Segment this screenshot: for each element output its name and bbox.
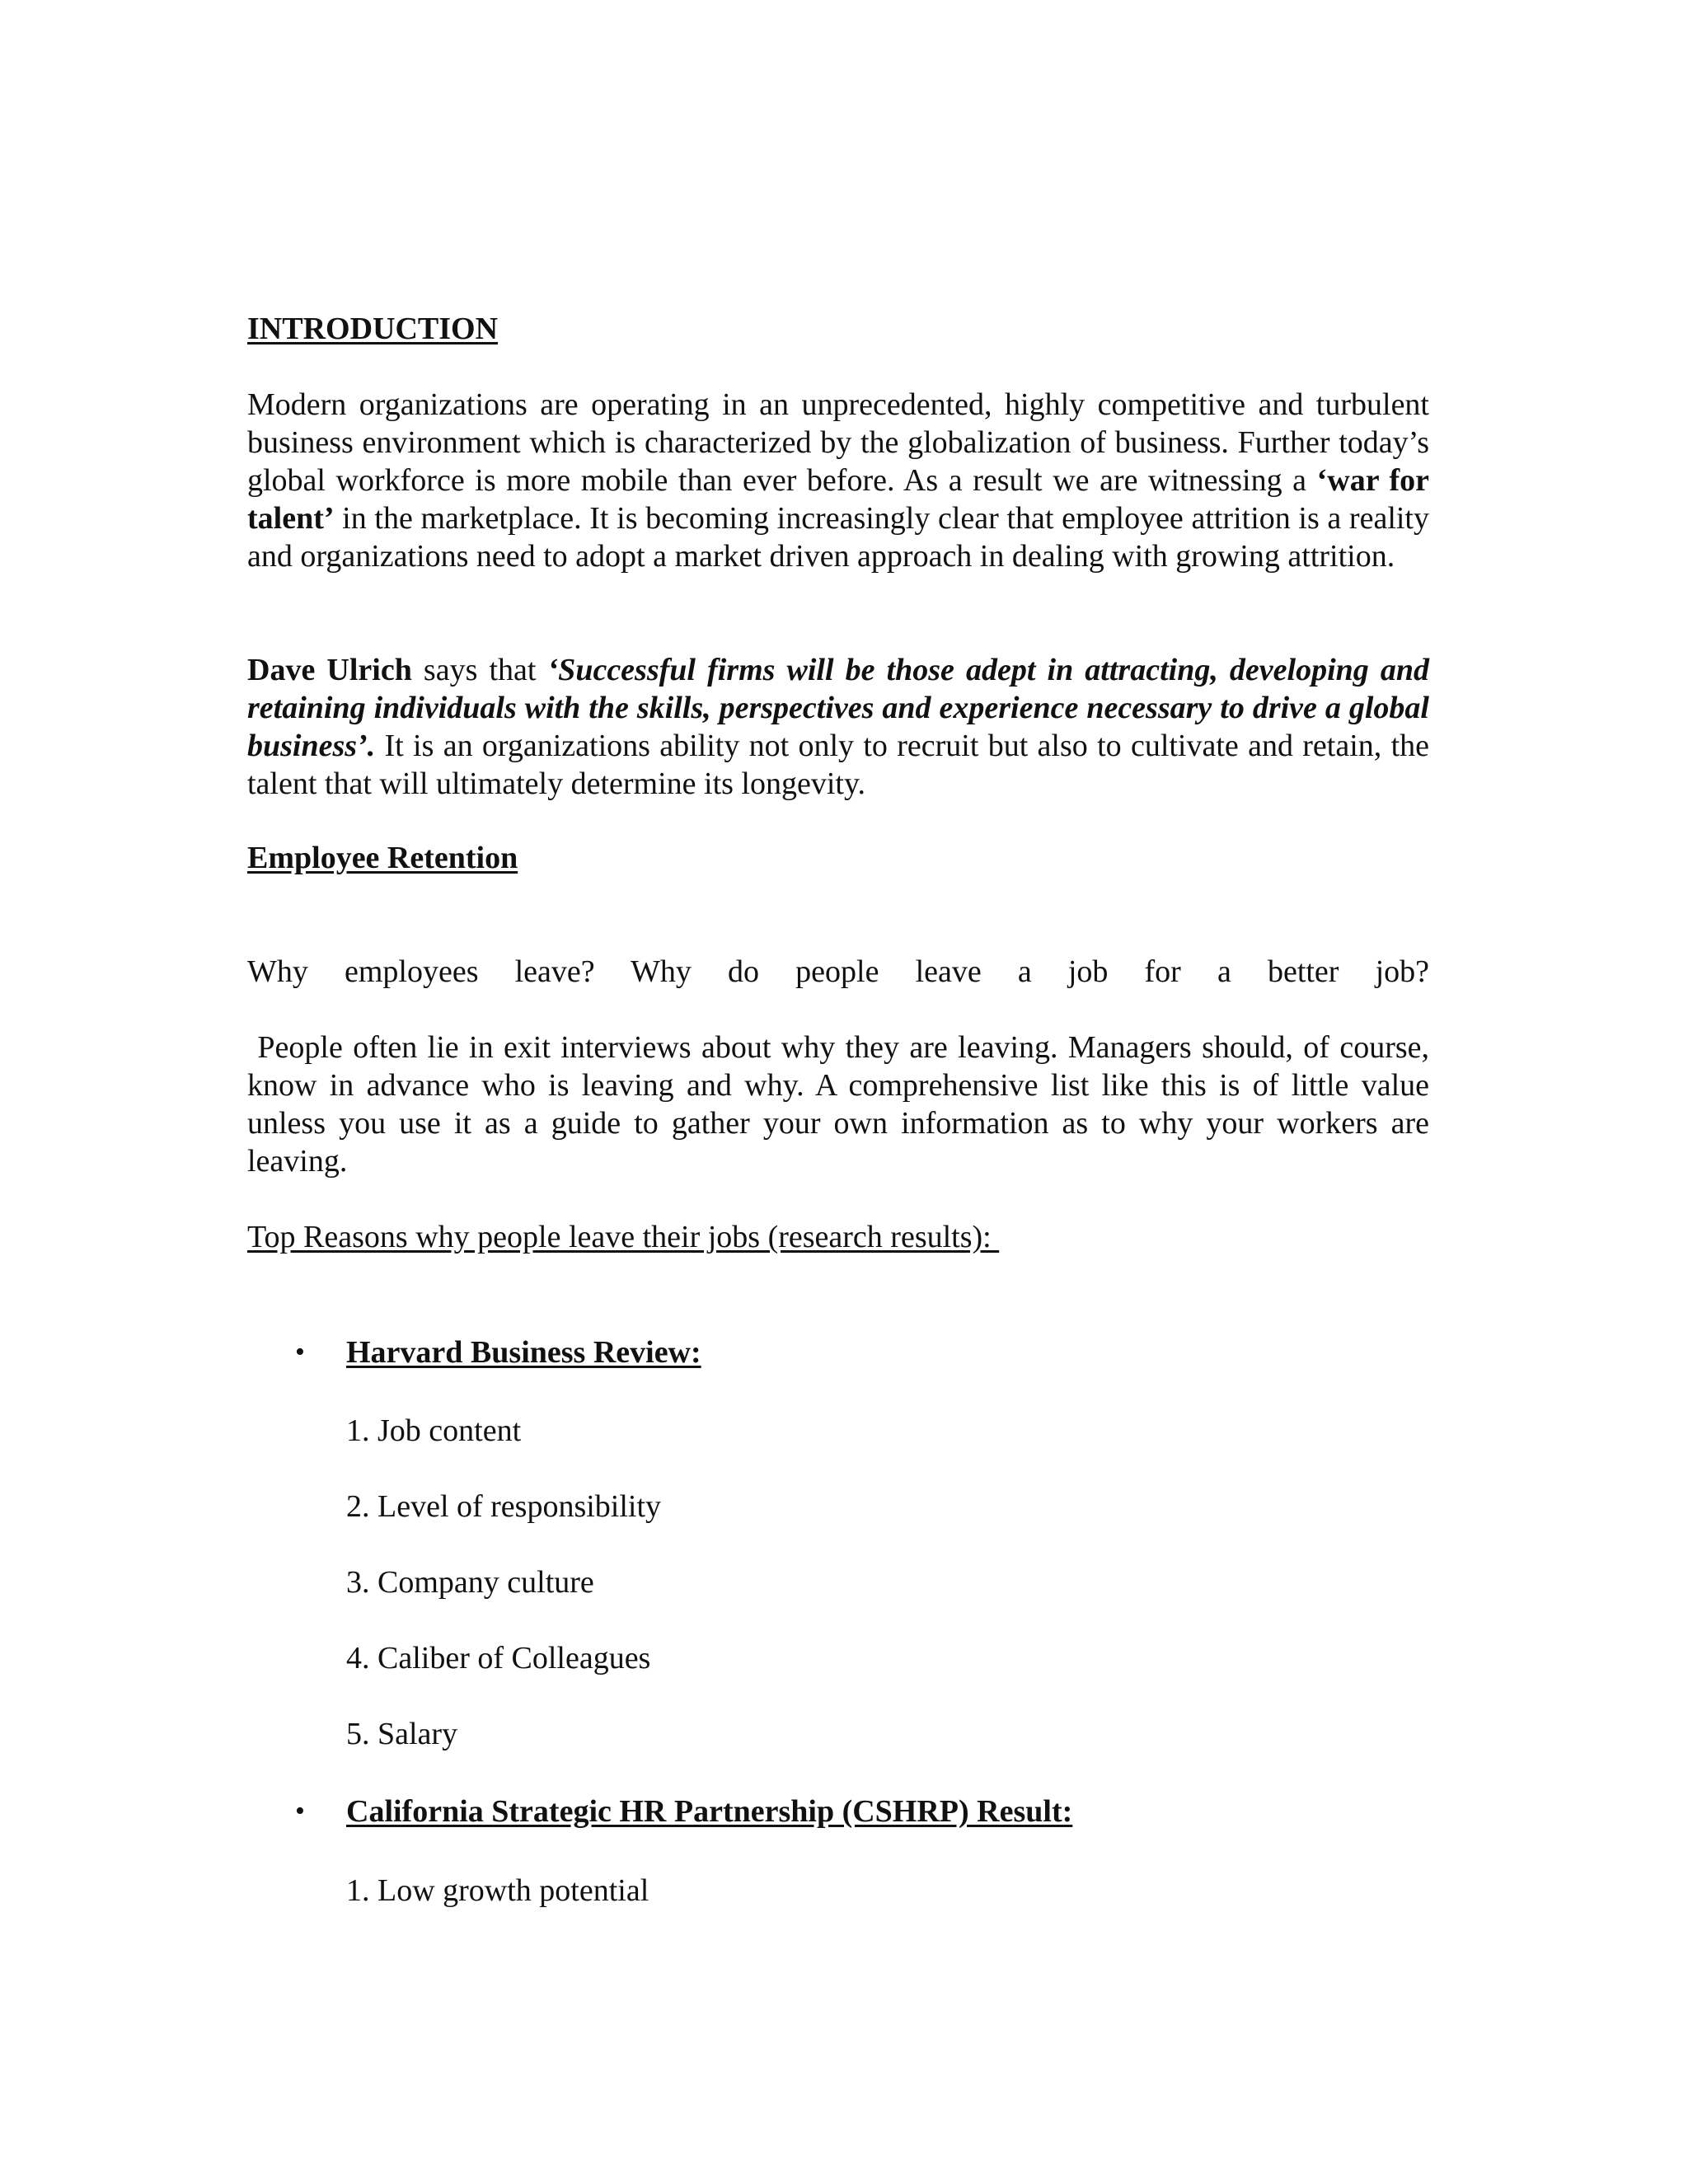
intro-heading: INTRODUCTION [247,312,499,346]
war-for-talent-phrase: ‘war for talent’ [247,463,1429,536]
intro-paragraph-1-end: in the marketplace. It is becoming increasingly clear that employee attrition is a reality and organizations need to adopt a market driven approach in dealing with growing attrition. [247,501,1429,574]
bullet-icon: • [295,1796,305,1826]
intro-paragraph-2-end: It is an organizations ability not only to recruit but also to cultivate and retain, the talent that will ultimately determine its longevity. [247,729,1429,801]
ulrich-quote: ‘Successful firms will be those adept in attracting, developing and retaining individuals with the skills, perspectives and experience necessary to drive a global business’. [247,653,1429,763]
retention-question: Why employees leave? Why do people leave a job for a better job? [247,954,1429,989]
top-reasons-heading: Top Reasons why people leave their jobs (research results): [247,1220,1000,1254]
list-item: 1. Low growth potential [346,1873,649,1908]
list-item: 2. Level of responsibility [346,1489,662,1524]
source-title: California Strategic HR Partnership (CSHRP) Result: [346,1794,1073,1829]
list-item: 3. Company culture [346,1565,594,1600]
retention-heading: Employee Retention [247,841,518,875]
intro-paragraph-1-text: Modern organizations are operating in an unprecedented, highly competitive and turbulent business environment which is characterized by the globalization of business. Further today’s global workforce is more mobile than ever before. As a result we are witnessing a [247,387,1429,498]
retention-paragraph: People often lie in exit interviews about why they are leaving. Managers should, of course, know in advance who is leaving and why. A comprehensive list like this is of little value unless you use it as a guide to gather your own information as to why your workers are leaving. [247,1030,1437,1179]
list-item: 1. Job content [346,1413,522,1448]
intro-paragraph-1 [247,386,1429,575]
bullet-icon: • [295,1337,305,1367]
source-title: Harvard Business Review: [346,1335,701,1370]
intro-paragraph-2 [247,651,1429,803]
author-name: Dave Ulrich [247,653,412,687]
list-item: 4. Caliber of Colleagues [346,1641,651,1675]
list-item: 5. Salary [346,1717,458,1751]
says-text: says that [411,653,548,687]
